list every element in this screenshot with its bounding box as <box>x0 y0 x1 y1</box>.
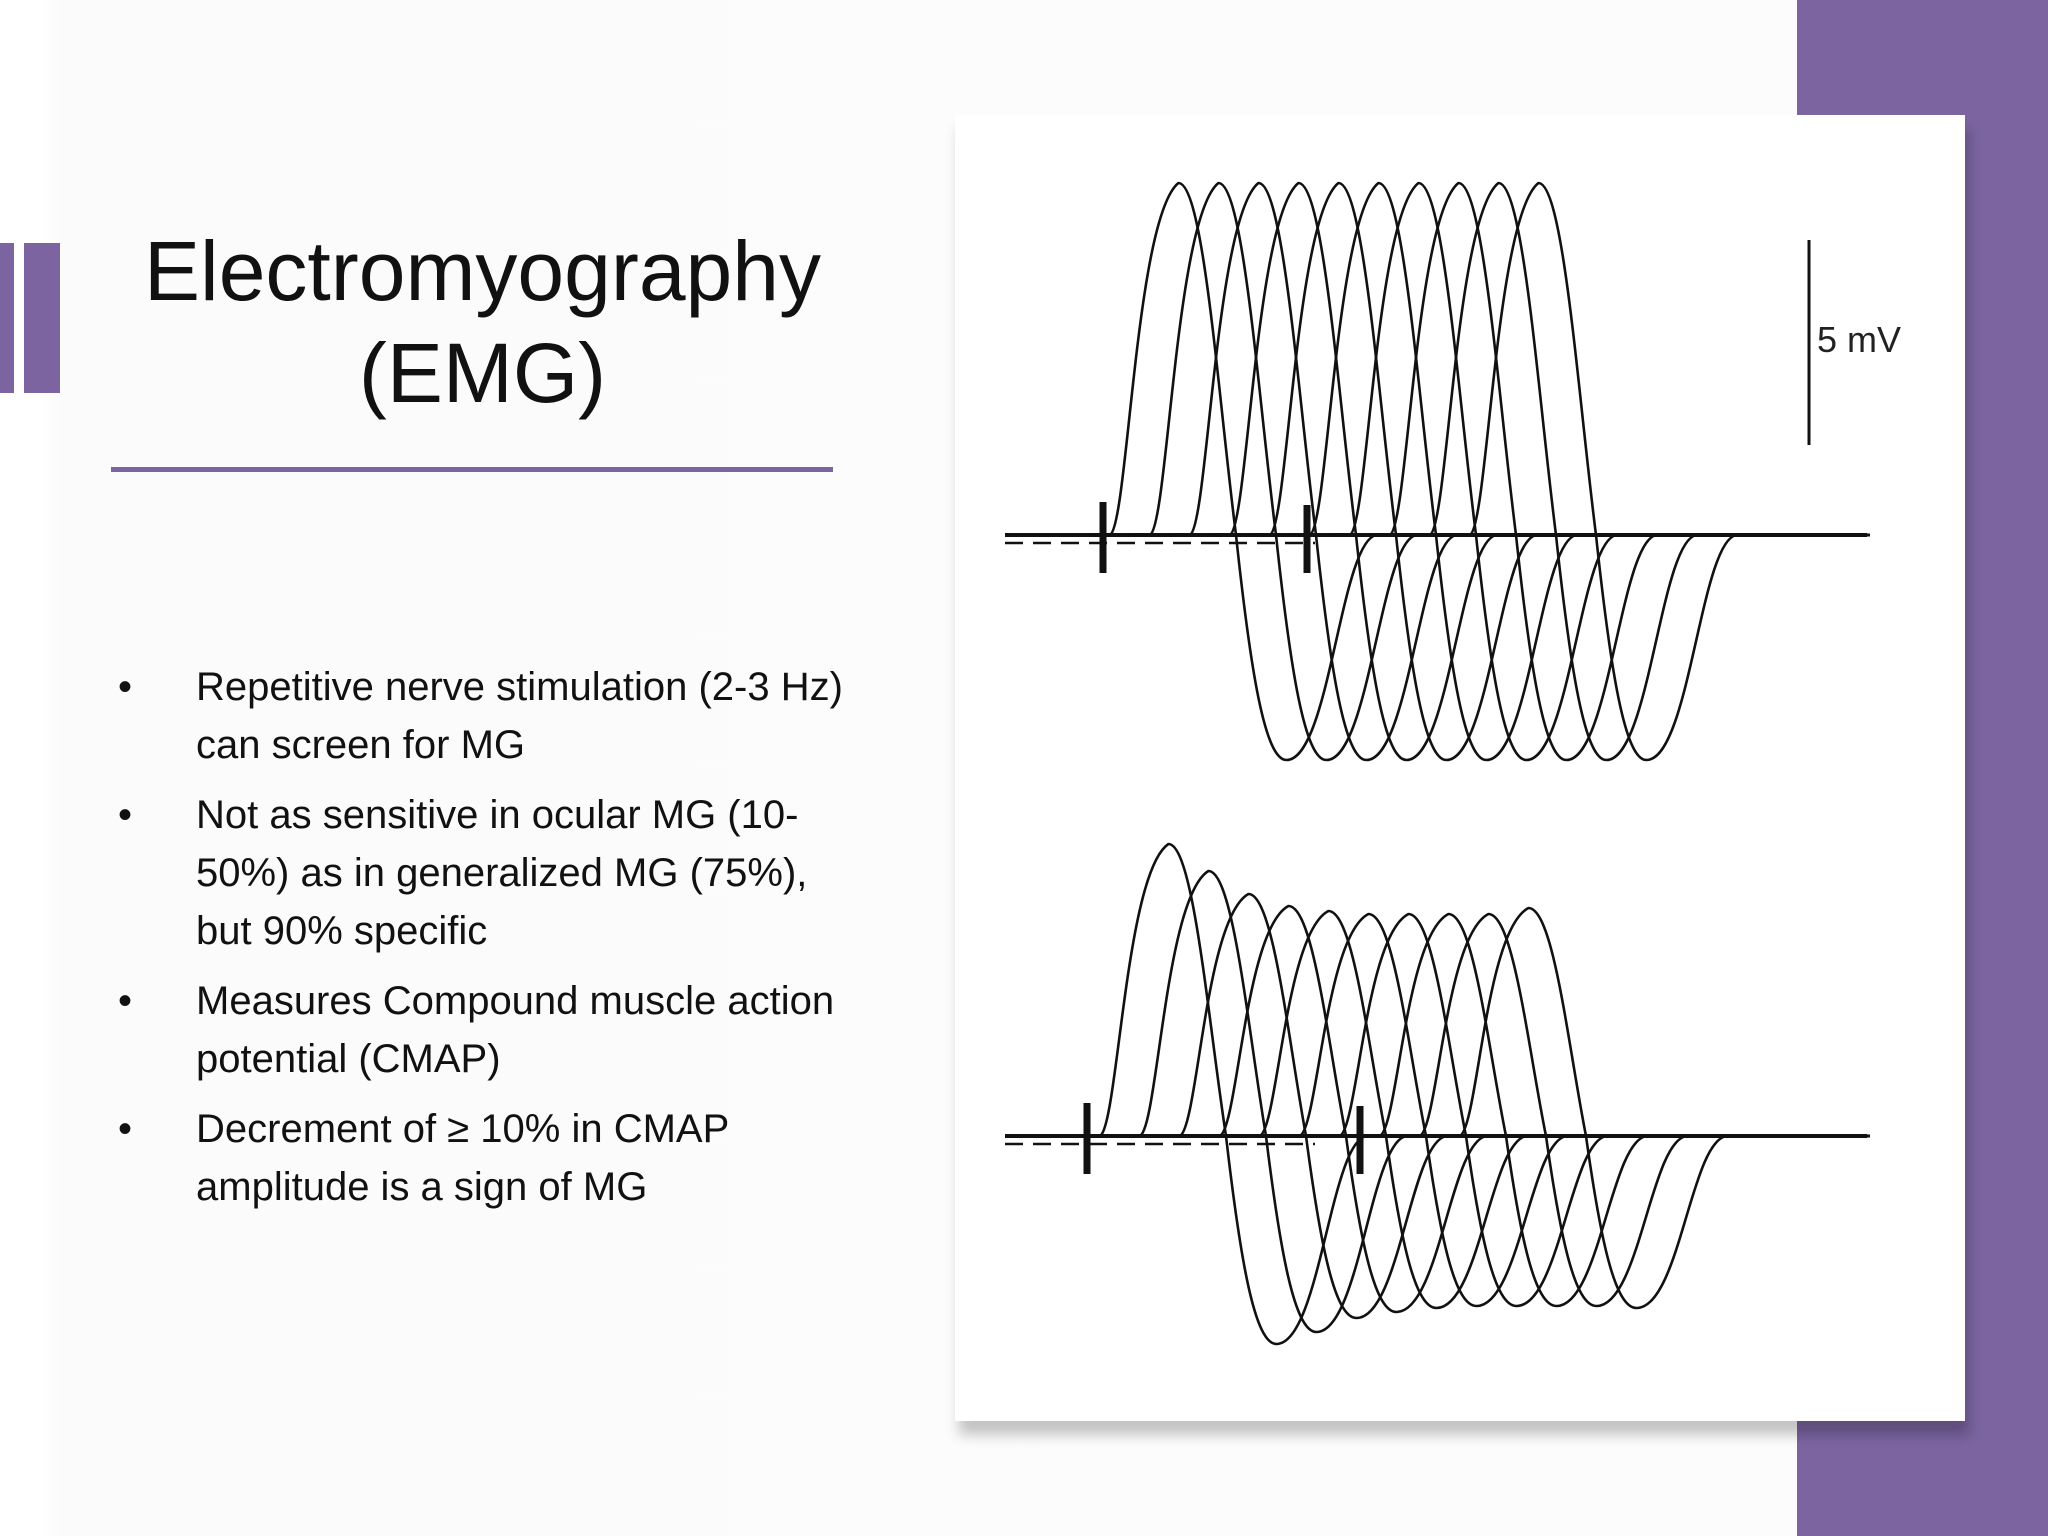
cmap-trace <box>1440 908 1915 1308</box>
trace-group <box>1005 844 1915 1344</box>
cmap-trace <box>1200 906 1915 1312</box>
bullet-list <box>110 658 870 1228</box>
decrementing-cmap-traces <box>1005 844 1915 1344</box>
cmap-trace <box>1330 183 1915 760</box>
bullet-text: Measures Compound muscle action potential (CMAP) <box>196 979 835 1081</box>
bullet-marker: • <box>118 1107 133 1151</box>
bullet-marker: • <box>118 665 133 709</box>
bullet-item <box>110 786 870 960</box>
cmap-trace <box>1170 183 1915 760</box>
cmap-trace <box>1450 183 1915 760</box>
title-underline <box>111 467 833 472</box>
emg-trace-illustration <box>955 115 1965 1421</box>
cmap-trace <box>1290 183 1915 760</box>
slide-title <box>110 220 855 424</box>
title-line-2: (EMG) <box>358 326 607 420</box>
cmap-trace <box>1090 183 1915 760</box>
bullet-item <box>110 1100 870 1216</box>
normal-cmap-traces <box>1005 183 1915 760</box>
scale-bar-label: 5 mV <box>1817 319 1902 360</box>
cmap-trace <box>1120 871 1915 1332</box>
title-accent-bar <box>24 243 60 393</box>
cmap-trace <box>1130 183 1915 760</box>
cmap-trace <box>1370 183 1915 760</box>
trace-group <box>1005 183 1915 760</box>
cmap-trace <box>1160 894 1915 1318</box>
cmap-trace <box>1320 914 1915 1306</box>
bullet-marker: • <box>118 793 133 837</box>
bullet-item <box>110 972 870 1088</box>
bullet-text: Repetitive nerve stimulation (2-3 Hz) can screen for MG <box>196 665 843 767</box>
bullet-marker: • <box>118 979 133 1023</box>
bullet-text: Not as sensitive in ocular MG (10-50%) as in generalized MG (75%), but 90% specific <box>196 793 808 953</box>
title-line-1: Electromyography <box>144 224 821 318</box>
emg-figure <box>955 115 1965 1421</box>
title-accent-bar <box>0 243 14 393</box>
bullet-item <box>110 658 870 774</box>
bullet-text: Decrement of ≥ 10% in CMAP amplitude is a sign of MG <box>196 1107 729 1209</box>
